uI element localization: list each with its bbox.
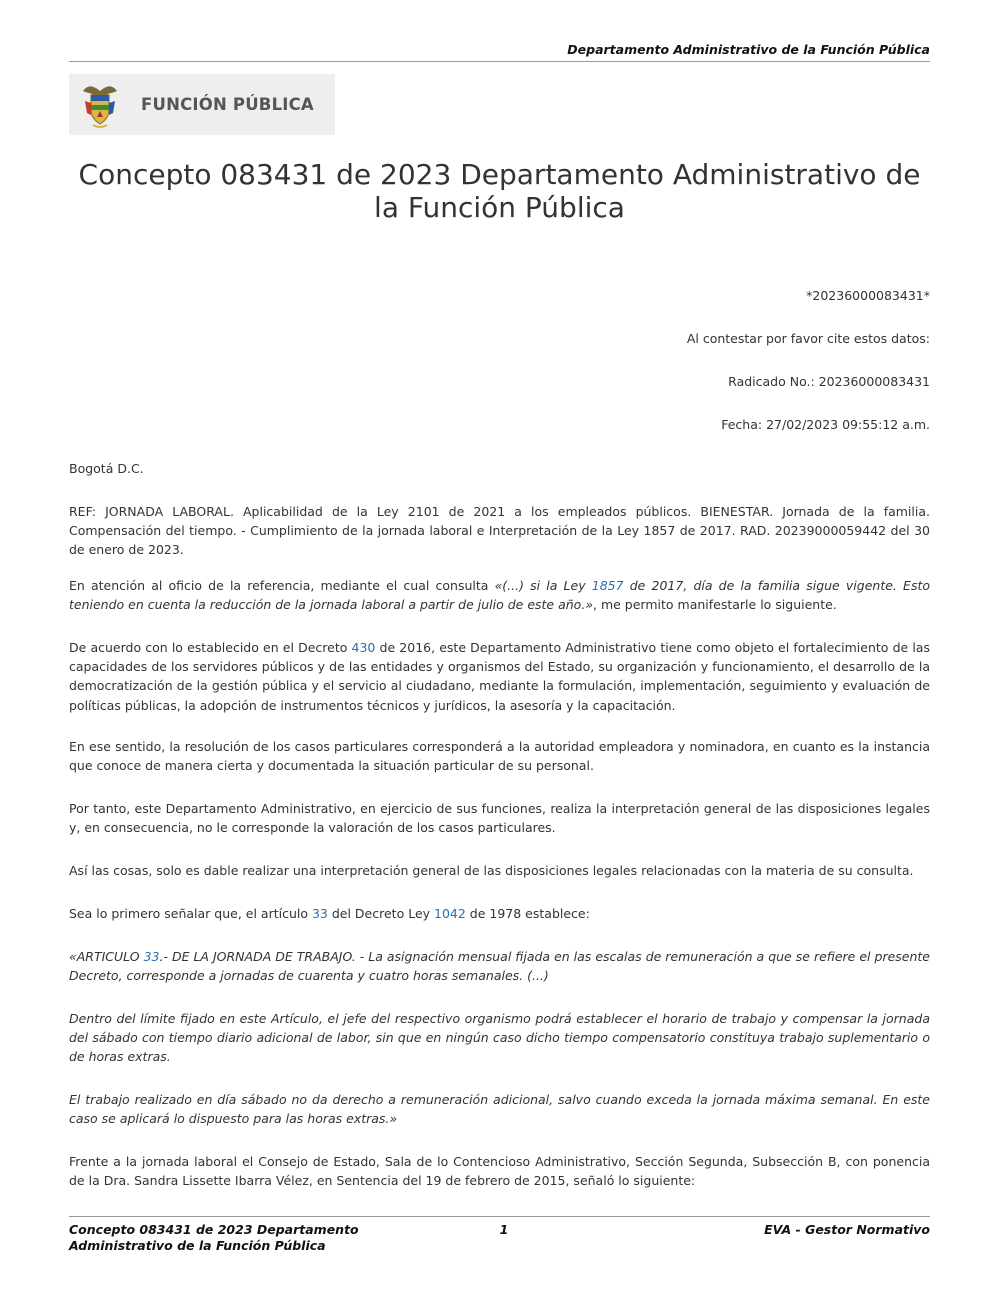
- footer-source: EVA - Gestor Normativo: [764, 1222, 930, 1237]
- radicado-number: Radicado No.: 20236000083431: [728, 374, 930, 389]
- paragraph-7: Frente a la jornada laboral el Consejo de Estado, Sala de lo Contencioso Administrativo, Sección Segunda, Subsección B, con ponencia de la Dra. Sandra Lissette Ibarra Vélez, en Sentencia del 19 de febrero de 2015, señaló lo siguiente:: [69, 1154, 930, 1189]
- running-header: Departamento Administrativo de la Función Pública: [69, 42, 930, 62]
- decree-430-link[interactable]: 430: [351, 640, 376, 655]
- paragraph-1: En atención al oficio de la referencia, mediante el cual consulta «(...) si la Ley 1857 de 2017, día de la familia sigue vigente. Esto teniendo en cuenta la reducción de la jornada laboral a partir de julio de este año.», me permito manifestarle lo siguiente.: [69, 578, 930, 613]
- barcode-number: *20236000083431*: [806, 288, 930, 303]
- paragraph-3: En ese sentido, la resolución de los casos particulares corresponderá a la autoridad empleadora y nominadora, en cuanto es la instancia que conoce de manera cierta y documentada la situación particular de su personal.: [69, 739, 930, 774]
- document-title: Concepto 083431 de 2023 Departamento Administrativo de la Función Pública: [78, 158, 921, 224]
- page-number: 1: [499, 1222, 509, 1237]
- quote-paragraph-1: «ARTICULO 33.- DE LA JORNADA DE TRABAJO. - La asignación mensual fijada en las escalas de remuneración a que se refiere el presente Decreto, corresponde a jornadas de cuarenta y cuatro horas semanales. (...): [69, 949, 930, 984]
- footer-title: Concepto 083431 de 2023 Departamento Administrativo de la Función Pública: [69, 1222, 359, 1253]
- quote-article-33-link[interactable]: 33: [143, 949, 160, 964]
- paragraph-5: Así las cosas, solo es dable realizar una interpretación general de las disposiciones legales relacionadas con la materia de su consulta.: [69, 863, 914, 878]
- city-line: Bogotá D.C.: [69, 461, 144, 476]
- paragraph-4: Por tanto, este Departamento Administrativo, en ejercicio de sus funciones, realiza la interpretación general de las disposiciones legales y, en consecuencia, no le corresponde la valoración de los casos particulares.: [69, 801, 930, 836]
- logo: [69, 74, 335, 135]
- paragraph-2: De acuerdo con lo establecido en el Decreto 430 de 2016, este Departamento Administrativo tiene como objeto el fortalecimiento de las capacidades de los servidores públicos y de las entidades y organismos del Estado, su organización y funcionamiento, el desarrollo de la democratización de la gestión pública y el servicio al ciudadano, mediante la formulación, implementación, seguimiento y evaluación de políticas públicas, la adopción de instrumentos técnicos y jurídicos, la asesoría y la capacitación.: [69, 640, 930, 713]
- running-footer: [69, 1216, 930, 1253]
- document-page: [69, 0, 930, 1294]
- law-1857-link[interactable]: 1857: [591, 578, 624, 593]
- quote-paragraph-3: El trabajo realizado en día sábado no da derecho a remuneración adicional, salvo cuando exceda la jornada máxima semanal. En este caso se aplicará lo dispuesto para las horas extras.»: [69, 1092, 930, 1127]
- brand-name: FUNCIÓN PÚBLICA: [141, 95, 314, 114]
- decree-1042-link[interactable]: 1042: [434, 906, 466, 921]
- cite-notice: Al contestar por favor cite estos datos:: [686, 331, 930, 346]
- coat-of-arms-icon: [79, 81, 121, 129]
- reference-paragraph: REF: JORNADA LABORAL. Aplicabilidad de la Ley 2101 de 2021 a los empleados públicos. BIENESTAR. Jornada de la familia. Compensación del tiempo. - Cumplimiento de la jornada laboral e Interpretación de la Ley 1857 de 2017. RAD. 20239000059442 del 30 de enero de 2023.: [69, 504, 930, 558]
- paragraph-6: Sea lo primero señalar que, el artículo 33 del Decreto Ley 1042 de 1978 establece:: [69, 906, 590, 921]
- quote-paragraph-2: Dentro del límite fijado en este Artículo, el jefe del respectivo organismo podrá establecer el horario de trabajo y compensar la jornada del sábado con tiempo diario adicional de labor, sin que en ningún caso dicho tiempo compensatorio constituya trabajo suplementario o de horas extras.: [69, 1011, 930, 1065]
- article-33-link[interactable]: 33: [311, 906, 328, 921]
- document-date: Fecha: 27/02/2023 09:55:12 a.m.: [721, 417, 930, 432]
